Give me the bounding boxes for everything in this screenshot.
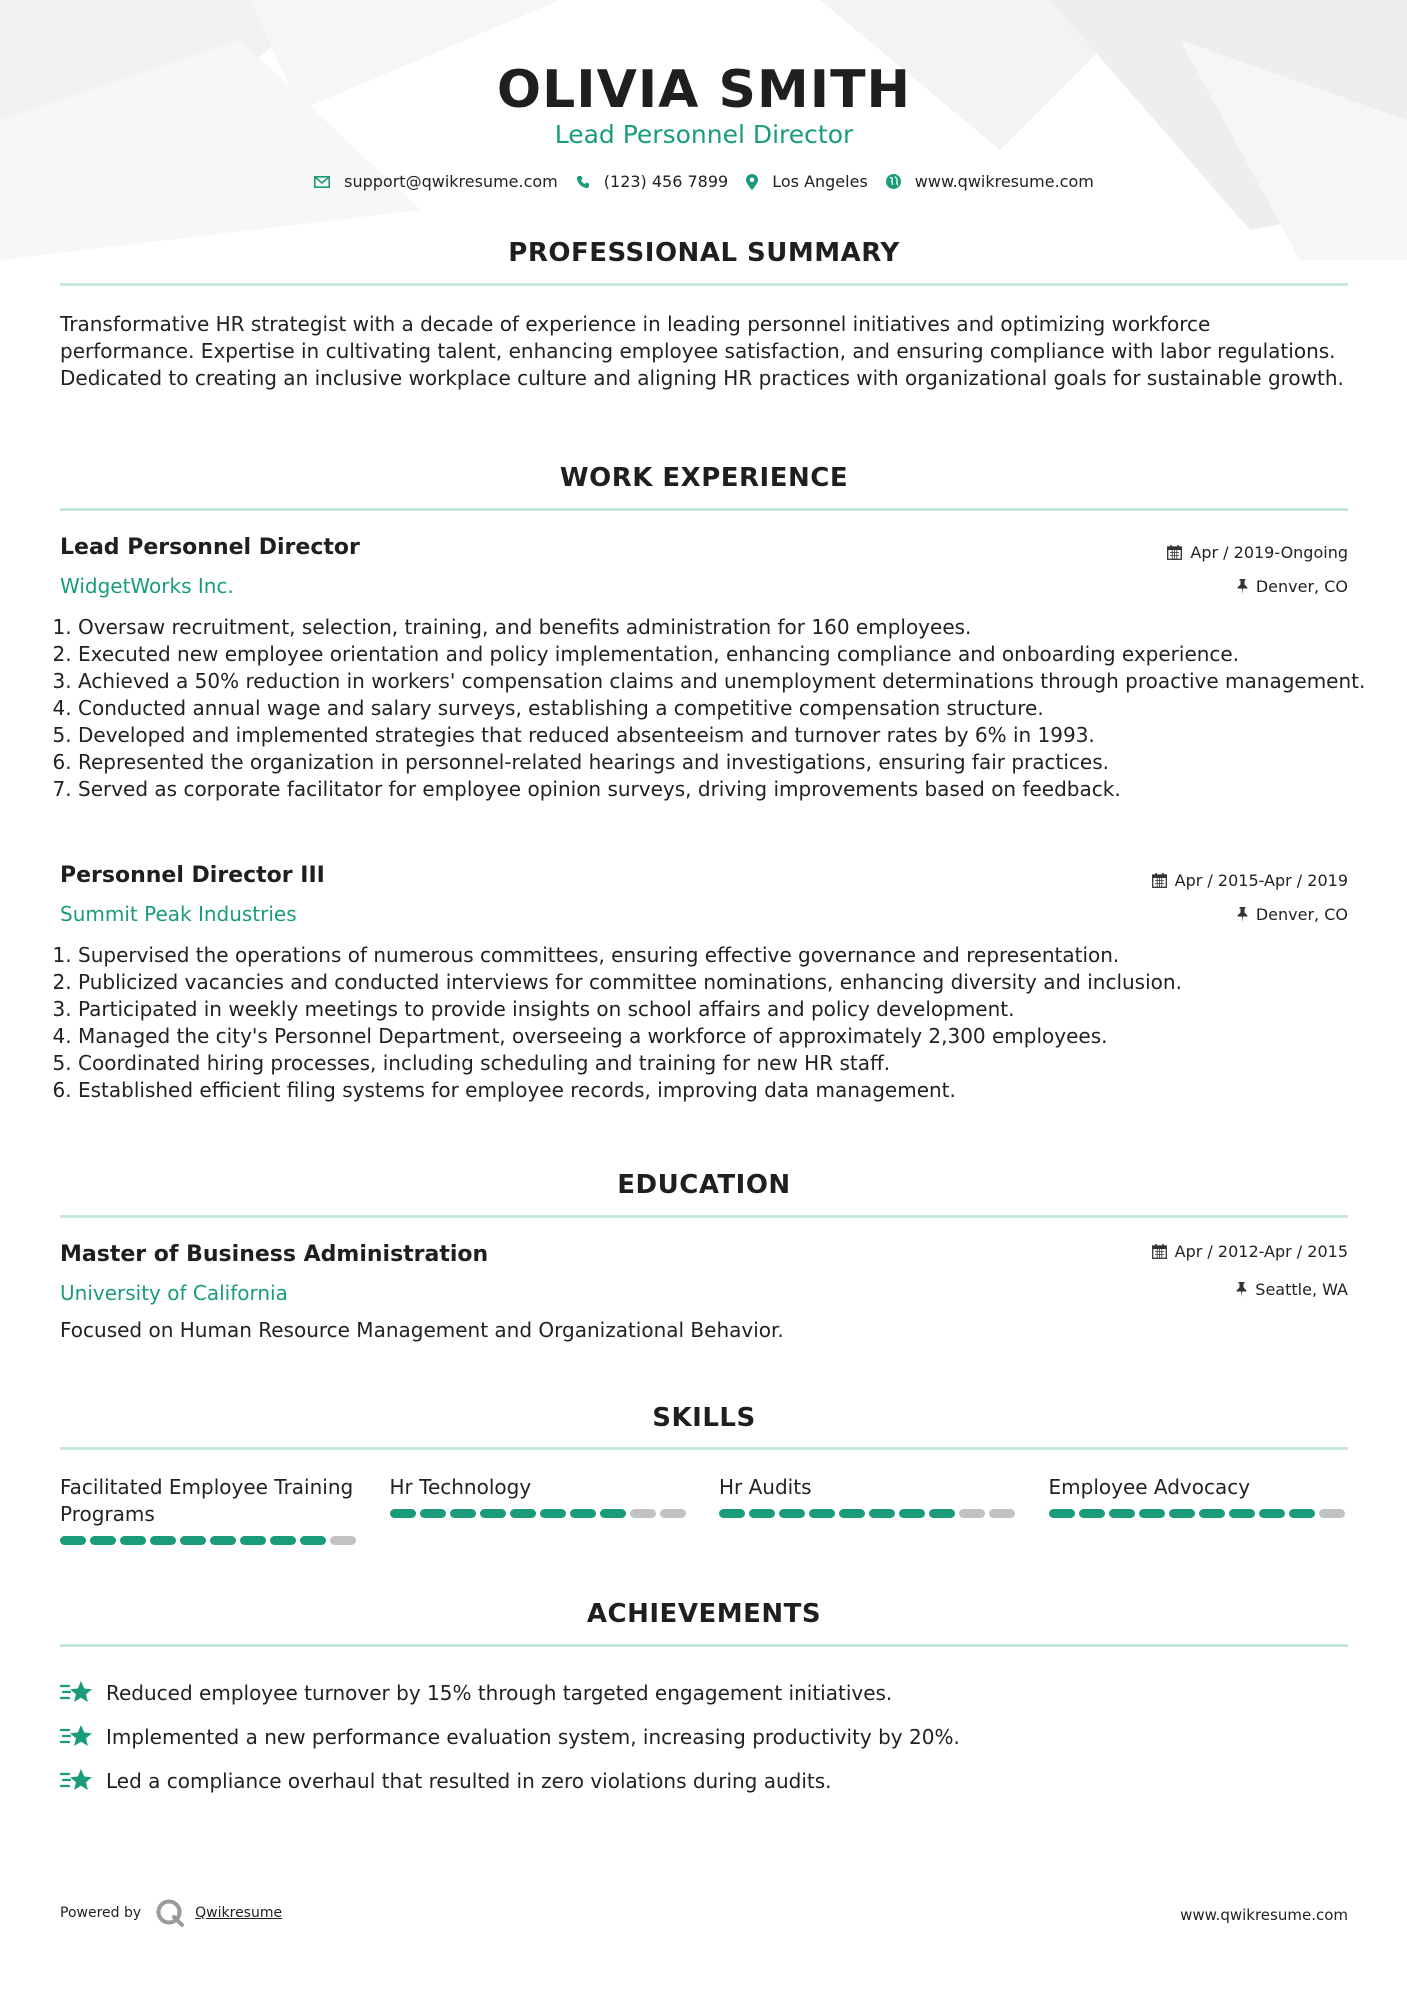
map-pin-icon (746, 174, 758, 190)
skill-segment-filled (270, 1536, 296, 1545)
star-award-icon (60, 1768, 94, 1794)
job-location-text: Denver, CO (1255, 577, 1348, 596)
skill-name: Hr Technology (389, 1475, 532, 1499)
skill-rating-bar (1049, 1509, 1349, 1518)
list-item: 3. Participated in weekly meetings to provide insights on school affairs and policy development. (78, 996, 1366, 1023)
contact-location (746, 172, 868, 191)
contact-email[interactable] (314, 172, 558, 191)
degree-title: Master of Business Administration (60, 1242, 489, 1267)
pushpin-icon (1237, 579, 1248, 594)
job-bullets (60, 614, 1366, 803)
achievement-text: Led a compliance overhaul that resulted in zero violations during audits. (106, 1769, 832, 1793)
list-item: 5. Coordinated hiring processes, including scheduling and training for new HR staff. (78, 1050, 1366, 1077)
job-dates (1167, 543, 1348, 562)
skill-segment-filled (240, 1536, 266, 1545)
skills-heading: SKILLS (652, 1403, 756, 1433)
skill-segment-filled (1199, 1509, 1225, 1518)
globe-icon (886, 174, 901, 189)
skill-segment-filled (1139, 1509, 1165, 1518)
skill-segment-filled (929, 1509, 955, 1518)
list-item: 2. Publicized vacancies and conducted interviews for committee nominations, enhancing diversity and inclusion. (78, 969, 1366, 996)
list-item: 5. Developed and implemented strategies that reduced absenteeism and turnover rates by 6% in 1993. (78, 722, 1366, 749)
job-title: Personnel Director III (60, 863, 325, 888)
skills-divider (60, 1447, 1348, 1450)
experience-heading: WORK EXPERIENCE (559, 463, 849, 493)
brand-link[interactable]: Qwikresume (195, 1905, 283, 1921)
skill-segment-empty (330, 1536, 356, 1545)
skill-segment-filled (809, 1509, 835, 1518)
education-dates (1152, 1242, 1348, 1261)
footer-website[interactable]: www.qwikresume.com (1180, 1906, 1348, 1924)
skill-segment-filled (899, 1509, 925, 1518)
skill-name: Facilitated Employee Training Programs (60, 1475, 354, 1526)
star-award-icon (60, 1724, 94, 1750)
skill-segment-filled (600, 1509, 626, 1518)
skill-segment-filled (869, 1509, 895, 1518)
skill-segment-empty (959, 1509, 985, 1518)
skill-segment-filled (1079, 1509, 1105, 1518)
powered-by-label: Powered by (60, 1905, 142, 1921)
skill-segment-filled (510, 1509, 536, 1518)
achievements-list (60, 1671, 1348, 1803)
skill-segment-filled (210, 1536, 236, 1545)
skill-name: Employee Advocacy (1048, 1475, 1251, 1499)
achievement-item (60, 1759, 1348, 1803)
skill-segment-filled (1049, 1509, 1075, 1518)
job-title: Lead Personnel Director (60, 535, 360, 560)
achievements-heading: ACHIEVEMENTS (586, 1599, 822, 1629)
skill-segment-filled (570, 1509, 596, 1518)
summary-text: Transformative HR strategist with a decade of experience in leading personnel initiatives and optimizing workforce performance. Expertise in cultivating talent, enhancing employee satisfaction, and ensuring compliance with labor regulations. Dedicated to creating an inclusive workplace culture and aligning HR practices with organizational goals for sustainable growth. (60, 312, 1344, 390)
list-item: 7. Served as corporate facilitator for employee opinion surveys, driving improvements based on feedback. (78, 776, 1366, 803)
contact-email-text: support@qwikresume.com (344, 172, 558, 191)
job-dates-text: Apr / 2019-Ongoing (1190, 543, 1348, 562)
skill-segment-filled (1259, 1509, 1285, 1518)
skill-segment-filled (390, 1509, 416, 1518)
skill-segment-filled (480, 1509, 506, 1518)
skill-rating-bar (60, 1536, 360, 1545)
summary-divider (60, 283, 1348, 286)
skill-segment-filled (420, 1509, 446, 1518)
skill-segment-filled (120, 1536, 146, 1545)
footer-powered-by (60, 1898, 282, 1928)
list-item: 6. Established efficient filing systems for employee records, improving data management. (78, 1077, 1366, 1104)
list-item: 4. Managed the city's Personnel Department, overseeing a workforce of approximately 2,300 employees. (78, 1023, 1366, 1050)
education-location-text: Seattle, WA (1255, 1280, 1348, 1299)
qwikresume-logo-icon (155, 1898, 185, 1928)
skill-segment-filled (180, 1536, 206, 1545)
skill-name: Hr Audits (719, 1475, 812, 1499)
skill-segment-filled (90, 1536, 116, 1545)
education-location (1236, 1280, 1348, 1299)
skill-item (719, 1474, 1019, 1545)
list-item: 1. Supervised the operations of numerous committees, ensuring effective governance and representation. (78, 942, 1366, 969)
envelope-icon (314, 176, 330, 188)
job-location (1237, 905, 1348, 924)
achievement-item (60, 1715, 1348, 1759)
education-description: Focused on Human Resource Management and Organizational Behavior. (60, 1318, 784, 1342)
job-company: WidgetWorks Inc. (60, 574, 234, 598)
star-award-icon (60, 1680, 94, 1706)
skill-segment-filled (540, 1509, 566, 1518)
skill-segment-filled (749, 1509, 775, 1518)
contact-location-text: Los Angeles (772, 172, 868, 191)
list-item: 3. Achieved a 50% reduction in workers' compensation claims and unemployment determinations through proactive management. (78, 668, 1366, 695)
job-company: Summit Peak Industries (60, 902, 297, 926)
skill-item (1049, 1474, 1349, 1545)
job-location-text: Denver, CO (1255, 905, 1348, 924)
skill-segment-filled (150, 1536, 176, 1545)
achievements-divider (60, 1644, 1348, 1647)
skill-segment-filled (1169, 1509, 1195, 1518)
calendar-icon (1167, 545, 1182, 560)
achievement-text: Implemented a new performance evaluation system, increasing productivity by 20%. (106, 1725, 960, 1749)
skill-segment-filled (300, 1536, 326, 1545)
job-bullets (60, 942, 1366, 1104)
contact-website-text: www.qwikresume.com (914, 172, 1094, 191)
skill-segment-filled (450, 1509, 476, 1518)
skill-segment-empty (1319, 1509, 1345, 1518)
education-dates-text: Apr / 2012-Apr / 2015 (1174, 1242, 1348, 1261)
achievement-item (60, 1671, 1348, 1715)
education-heading: EDUCATION (617, 1170, 791, 1200)
experience-divider (60, 508, 1348, 511)
skill-item (60, 1474, 360, 1545)
skill-segment-filled (779, 1509, 805, 1518)
skills-grid (60, 1474, 1348, 1545)
contact-phone-text: (123) 456 7899 (603, 172, 729, 191)
pushpin-icon (1237, 907, 1248, 922)
achievement-text: Reduced employee turnover by 15% through targeted engagement initiatives. (106, 1681, 893, 1705)
skill-segment-filled (1289, 1509, 1315, 1518)
contact-website[interactable] (886, 172, 1094, 191)
job-dates-text: Apr / 2015-Apr / 2019 (1174, 871, 1348, 890)
calendar-icon (1152, 873, 1167, 888)
list-item: 2. Executed new employee orientation and policy implementation, enhancing compliance and onboarding experience. (78, 641, 1366, 668)
skill-segment-filled (60, 1536, 86, 1545)
candidate-name: OLIVIA SMITH (496, 60, 912, 120)
skill-segment-filled (1229, 1509, 1255, 1518)
skill-segment-empty (630, 1509, 656, 1518)
school-name: University of California (60, 1281, 288, 1305)
summary-heading: PROFESSIONAL SUMMARY (508, 238, 900, 268)
job-location (1237, 577, 1348, 596)
list-item: 6. Represented the organization in personnel-related hearings and investigations, ensuring fair practices. (78, 749, 1366, 776)
list-item: 4. Conducted annual wage and salary surveys, establishing a competitive compensation structure. (78, 695, 1366, 722)
skill-segment-filled (839, 1509, 865, 1518)
skill-item (390, 1474, 690, 1545)
candidate-title: Lead Personnel Director (554, 120, 854, 149)
contact-bar (60, 172, 1348, 191)
skill-rating-bar (719, 1509, 1019, 1518)
skill-segment-filled (719, 1509, 745, 1518)
education-divider (60, 1215, 1348, 1218)
contact-phone[interactable] (576, 172, 728, 191)
skill-segment-empty (989, 1509, 1015, 1518)
list-item: 1. Oversaw recruitment, selection, training, and benefits administration for 160 employees. (78, 614, 1366, 641)
job-dates (1152, 871, 1348, 890)
calendar-icon (1152, 1244, 1167, 1259)
phone-icon (576, 175, 590, 189)
skill-segment-empty (660, 1509, 686, 1518)
pushpin-icon (1236, 1282, 1247, 1297)
skill-segment-filled (1109, 1509, 1135, 1518)
skill-rating-bar (390, 1509, 690, 1518)
